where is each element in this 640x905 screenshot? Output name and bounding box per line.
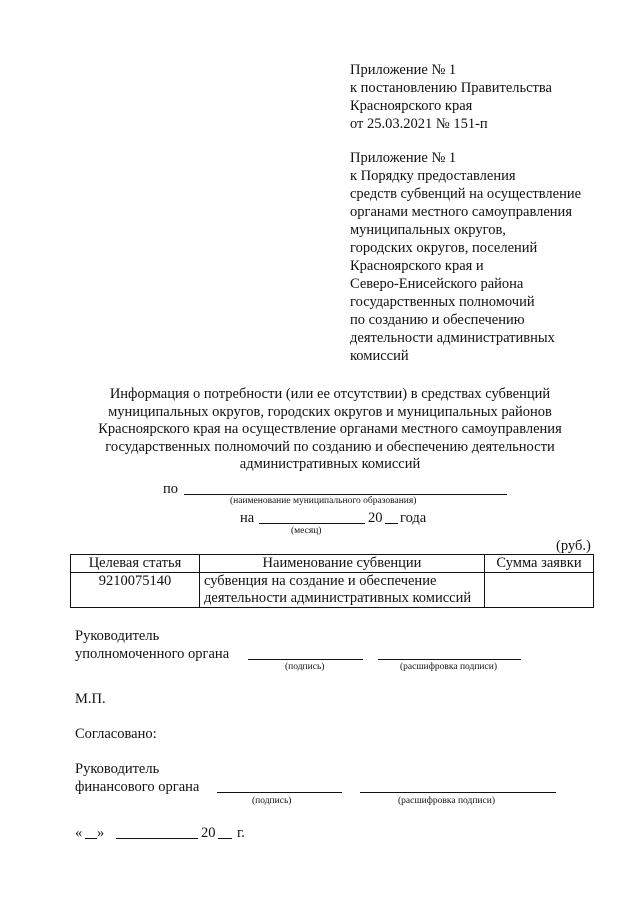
appendix-header-2 [350, 149, 610, 365]
stamp-label: М.П. [75, 691, 106, 707]
title-line: административных комиссий [239, 456, 421, 472]
fin-decoding-caption: (расшифровка подписи) [398, 796, 495, 806]
appendix2-line: государственных полномочий [350, 294, 535, 310]
fin-signature-caption: (подпись) [252, 796, 292, 806]
appendix-line: Красноярского края [350, 98, 473, 114]
currency-note: (руб.) [556, 538, 591, 554]
head-title-line2: уполномоченного органа [75, 646, 230, 662]
cell-name-line: деятельности административных комиссий [204, 590, 472, 606]
appendix2-line: к Порядку предоставления [350, 168, 516, 184]
table-header-row [71, 555, 594, 573]
appendix2-line: комиссий [350, 348, 409, 364]
date-month-field[interactable] [116, 838, 198, 839]
municipality-caption: (наименование муниципального образования) [230, 496, 417, 506]
date-year-field[interactable] [218, 838, 232, 839]
header-subvention-name: Наименование субвенции [200, 555, 485, 573]
year-label: года [400, 510, 427, 526]
month-field[interactable] [259, 523, 365, 524]
head-decoding-field[interactable] [378, 659, 521, 660]
appendix2-line: муниципальных округов, [350, 222, 506, 238]
appendix-line: к постановлению Правительства [350, 80, 552, 96]
head-decoding-caption: (расшифровка подписи) [400, 662, 497, 672]
title-line: муниципальных округов, городских округов и муниципальных районов [108, 403, 552, 420]
appendix2-line: по созданию и обеспечению [350, 312, 525, 328]
document-title [60, 386, 600, 474]
head-signature-field[interactable] [248, 659, 363, 660]
date-year-prefix: 20 [201, 825, 216, 841]
date-close-quote: » [97, 825, 105, 841]
header-target-article: Целевая статья [71, 555, 200, 573]
agreed-label: Согласовано: [75, 726, 157, 742]
appendix2-line: Северо-Енисейского района [350, 276, 524, 292]
fin-title-line1: Руководитель [75, 761, 160, 777]
head-signature-caption: (подпись) [285, 662, 325, 672]
appendix2-line: Красноярского края и [350, 258, 484, 274]
title-line: Информация о потребности (или ее отсутствии) в средствах субвенций [109, 386, 551, 402]
municipality-field[interactable] [184, 494, 507, 495]
date-day-field[interactable] [85, 838, 97, 839]
cell-name [200, 573, 485, 608]
subvention-table [70, 554, 594, 608]
cell-code: 9210075140 [71, 573, 200, 608]
year-field[interactable] [385, 523, 398, 524]
appendix2-line: Приложение № 1 [350, 150, 457, 166]
date-suffix: г. [237, 825, 245, 841]
month-caption: (месяц) [291, 526, 322, 536]
fin-signature-field[interactable] [217, 792, 342, 793]
appendix2-line: городских округов, поселений [350, 240, 538, 256]
title-line: Красноярского края на осуществление органами местного самоуправления [98, 421, 562, 437]
appendix2-line: деятельности административных [350, 330, 555, 346]
appendix-line: Приложение № 1 [350, 62, 457, 78]
appendix2-line: средств субвенций на осуществление [350, 186, 582, 202]
cell-name-line: субвенция на создание и обеспечение [204, 573, 437, 589]
cell-amount[interactable] [485, 573, 594, 608]
date-open-quote: « [75, 825, 83, 841]
na-label: на [240, 510, 255, 526]
appendix2-line: органами местного самоуправления [350, 204, 572, 220]
appendix-header [350, 61, 610, 133]
fin-decoding-field[interactable] [360, 792, 556, 793]
table-row [71, 573, 594, 608]
appendix-line: от 25.03.2021 № 151-п [350, 116, 488, 132]
title-line: государственных полномочий по созданию и обеспечению деятельности [105, 438, 555, 455]
head-title-line1: Руководитель [75, 628, 160, 644]
po-label: по [163, 481, 179, 497]
year-prefix: 20 [368, 510, 383, 526]
header-amount: Сумма заявки [485, 555, 594, 573]
fin-title-line2: финансового органа [75, 779, 200, 795]
